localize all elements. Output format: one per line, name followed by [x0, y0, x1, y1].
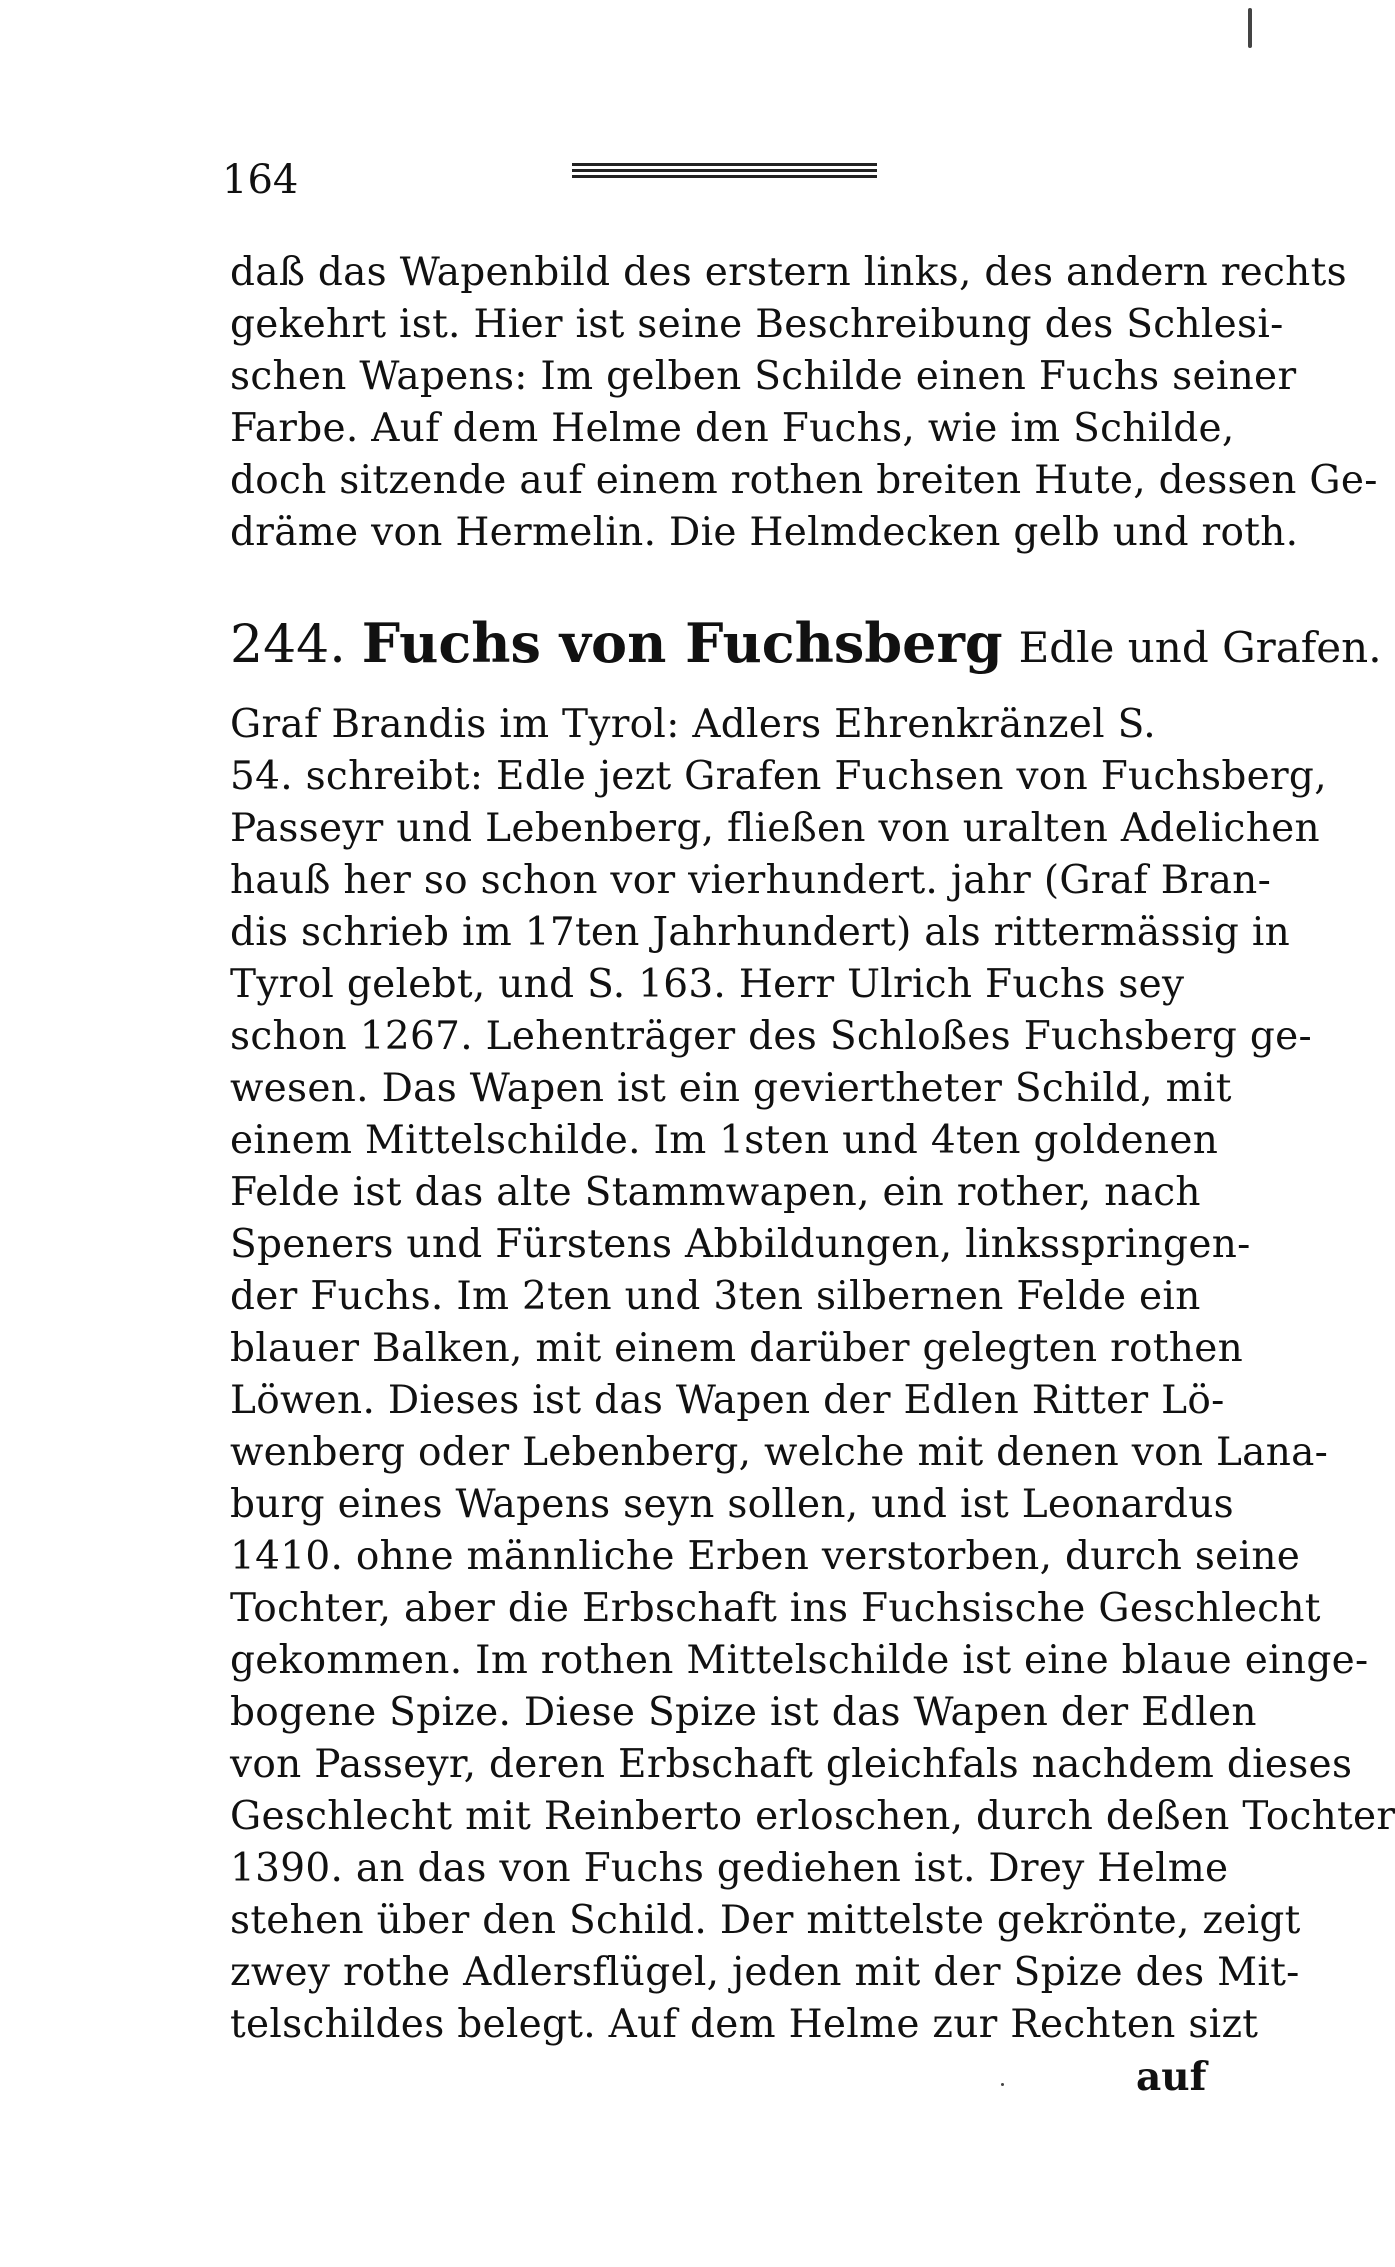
text-line: zwey rothe Adlersflügel, jeden mit der Spize des Mit-	[230, 1950, 1300, 1995]
text-line: gekehrt ist. Hier ist seine Beschreibung des Schlesi-	[230, 302, 1284, 347]
header-rule-bar	[572, 175, 877, 178]
text-line: 1410. ohne männliche Erben verstorben, durch seine	[230, 1534, 1301, 1579]
text-line: einem Mittelschilde. Im 1sten und 4ten goldenen	[230, 1118, 1219, 1163]
text-line: Löwen. Dieses ist das Wapen der Edlen Ritter Lö-	[230, 1378, 1225, 1423]
text-line: 1390. an das von Fuchs gediehen ist. Drey Helme	[230, 1846, 1229, 1891]
text-line: der Fuchs. Im 2ten und 3ten silbernen Felde ein	[230, 1274, 1201, 1319]
text-line: Graf Brandis im Tyrol: Adlers Ehrenkränzel S.	[230, 702, 1156, 747]
text-line: bogene Spize. Diese Spize ist das Wapen der Edlen	[230, 1690, 1257, 1735]
text-line: schon 1267. Lehenträger des Schloßes Fuchsberg ge-	[230, 1014, 1313, 1059]
text-line: Felde ist das alte Stammwapen, ein rother, nach	[230, 1170, 1201, 1215]
text-line: stehen über den Schild. Der mittelste gekrönte, zeigt	[230, 1898, 1301, 1943]
text-line: 54. schreibt: Edle jezt Grafen Fuchsen von Fuchsberg,	[230, 754, 1327, 799]
text-line: wenberg oder Lebenberg, welche mit denen von Lana-	[230, 1430, 1329, 1475]
entry-number: 244.	[230, 615, 346, 675]
text-line: doch sitzende auf einem rothen breiten Hute, dessen Ge-	[230, 458, 1378, 503]
text-line: Passeyr und Lebenberg, fließen von uralten Adelichen	[230, 806, 1320, 851]
catchword: auf	[1136, 2054, 1207, 2100]
text-line: telschildes belegt. Auf dem Helme zur Rechten sizt	[230, 2002, 1259, 2047]
text-line: gekommen. Im rothen Mittelschilde ist eine blaue einge-	[230, 1638, 1369, 1683]
text-line: dräme von Hermelin. Die Helmdecken gelb und roth.	[230, 510, 1299, 555]
text-line: dis schrieb im 17ten Jahrhundert) als rittermässig in	[230, 910, 1291, 955]
text-line: wesen. Das Wapen ist ein geviertheter Schild, mit	[230, 1066, 1232, 1111]
page-number: 164	[222, 157, 299, 203]
text-line: Farbe. Auf dem Helme den Fuchs, wie im Schilde,	[230, 406, 1235, 451]
entry-heading	[230, 608, 1382, 683]
entry-title: Edle und Grafen.	[1018, 623, 1382, 672]
text-line: von Passeyr, deren Erbschaft gleichfals nachdem dieses	[230, 1742, 1353, 1787]
text-line: hauß her so schon vor vierhundert. jahr (Graf Bran-	[230, 858, 1272, 903]
text-line: Tochter, aber die Erbschaft ins Fuchsische Geschlecht	[230, 1586, 1321, 1631]
header-rule	[572, 163, 877, 179]
text-line: burg eines Wapens seyn sollen, und ist Leonardus	[230, 1482, 1234, 1527]
entry-name: Fuchs von Fuchsberg	[361, 611, 1003, 675]
text-line: Tyrol gelebt, und S. 163. Herr Ulrich Fuchs sey	[230, 962, 1185, 1007]
scan-mark	[1248, 8, 1252, 48]
text-line: Geschlecht mit Reinberto erloschen, durch deßen Tochter	[230, 1794, 1395, 1839]
text-line: schen Wapens: Im gelben Schilde einen Fuchs seiner	[230, 354, 1297, 399]
text-line: blauer Balken, mit einem darüber gelegten rothen	[230, 1326, 1243, 1371]
text-line: daß das Wapenbild des erstern links, des andern rechts	[230, 250, 1347, 295]
text-line: Speners und Fürstens Abbildungen, linksspringen-	[230, 1222, 1251, 1267]
header-rule-bar	[572, 169, 877, 172]
header-rule-bar	[572, 163, 877, 166]
scan-speck	[1001, 2083, 1004, 2086]
